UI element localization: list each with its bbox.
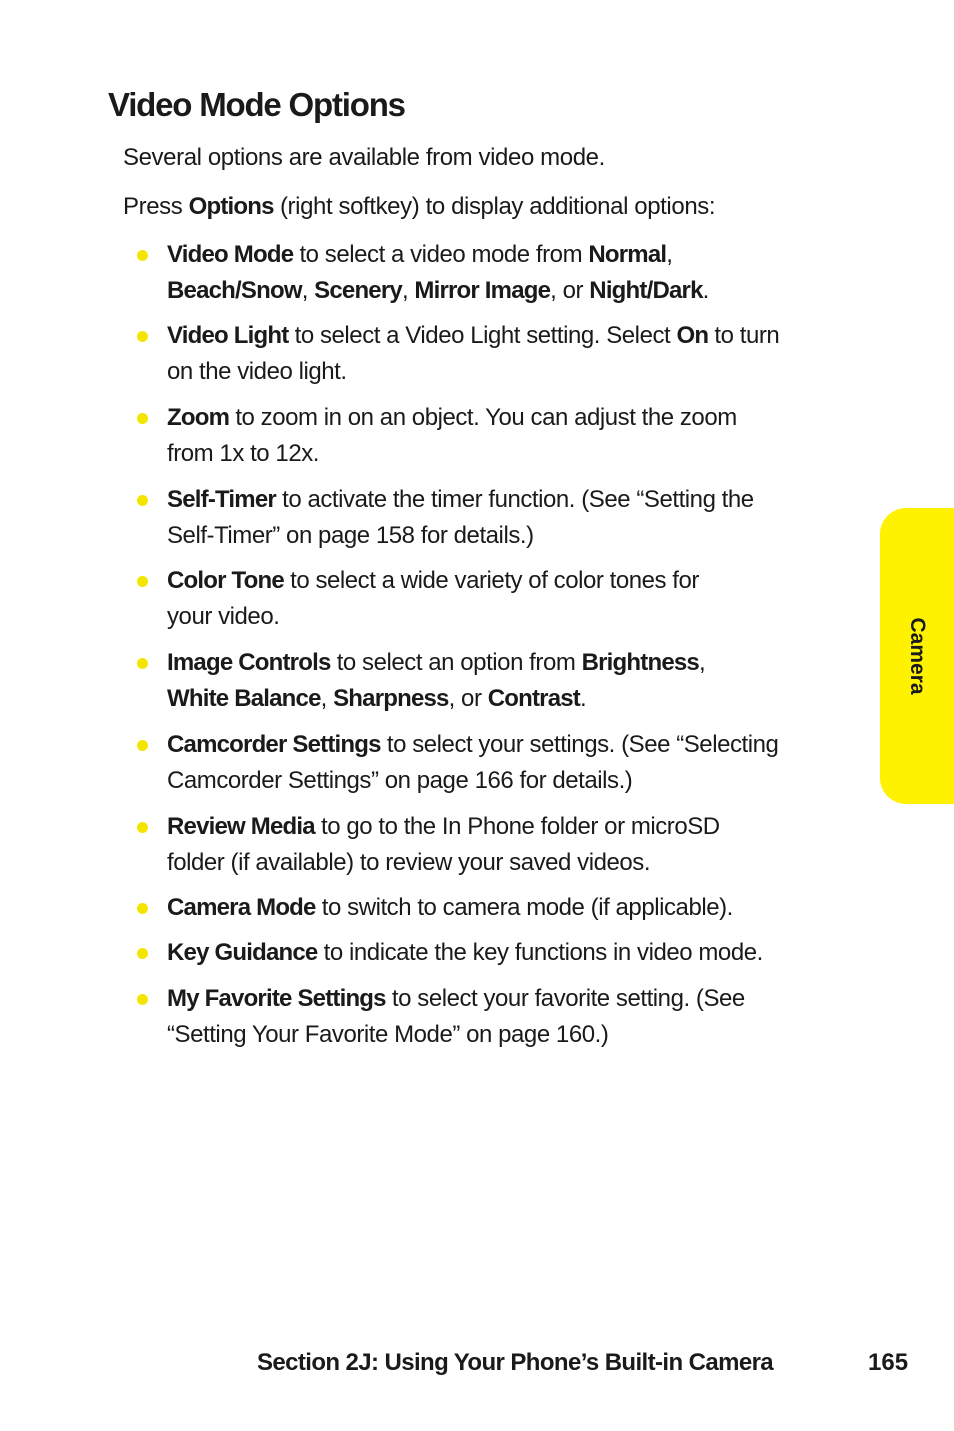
option-camcorder-settings — [167, 727, 867, 799]
option-self-timer — [167, 482, 867, 554]
footer-section-title: Section 2J: Using Your Phone’s Built-in Camera — [257, 1349, 774, 1376]
option-text: to select your settings. (See “Selecting — [380, 731, 779, 758]
option-text: Camcorder Settings” on page 166 for details.) — [167, 767, 633, 794]
option-text: “Setting Your Favorite Mode” on page 160.) — [167, 1021, 609, 1048]
separator: , — [320, 685, 334, 712]
bullet-dot — [137, 576, 148, 587]
bullet-dot — [137, 331, 148, 342]
option-text: to go to the In Phone folder or microSD — [314, 813, 720, 840]
option-image-controls — [167, 645, 867, 717]
option-term: Camera Mode — [167, 894, 316, 921]
option-term: Image Controls — [167, 649, 331, 676]
option-value: Brightness — [581, 649, 699, 676]
option-video-mode — [167, 237, 867, 309]
bullet-dot — [137, 948, 148, 959]
side-tab-label: Camera — [906, 617, 929, 695]
option-term: Color Tone — [167, 567, 284, 594]
option-camera-mode — [167, 890, 867, 926]
option-value: On — [676, 322, 709, 349]
option-text: to select a video mode from — [293, 241, 589, 268]
option-term: Video Mode — [167, 241, 294, 268]
option-text: to select your favorite setting. (See — [385, 985, 745, 1012]
option-text: folder (if available) to review your saved videos. — [167, 849, 651, 876]
separator: . — [702, 277, 709, 304]
bullet-dot — [137, 994, 148, 1005]
option-review-media — [167, 809, 867, 881]
option-text: Self-Timer” on page 158 for details.) — [167, 522, 534, 549]
option-term: Video Light — [167, 322, 289, 349]
separator: , or — [448, 685, 488, 712]
option-text: to select a wide variety of color tones for — [283, 567, 699, 594]
separator: , — [698, 649, 706, 676]
bullet-dot — [137, 658, 148, 669]
option-term: Key Guidance — [167, 939, 318, 966]
bullet-dot — [137, 740, 148, 751]
intro-text: Several options are available from video mode. — [123, 144, 605, 171]
option-color-tone — [167, 563, 867, 635]
option-term: Review Media — [167, 813, 315, 840]
option-text: on the video light. — [167, 358, 347, 385]
option-text: to select a Video Light setting. Select — [288, 322, 677, 349]
section-side-tab — [880, 508, 954, 804]
option-value: Normal — [588, 241, 667, 268]
option-value: Mirror Image — [414, 277, 551, 304]
bullet-dot — [137, 250, 148, 261]
option-term: My Favorite Settings — [167, 985, 386, 1012]
bullet-dot — [137, 822, 148, 833]
option-value: Scenery — [314, 277, 402, 304]
option-text: to activate the timer function. (See “Setting the — [275, 486, 754, 513]
option-my-favorite-settings — [167, 981, 867, 1053]
option-video-light — [167, 318, 867, 390]
bullet-dot — [137, 413, 148, 424]
page-title: Video Mode Options — [108, 86, 405, 123]
press-suffix: (right softkey) to display additional options: — [273, 193, 716, 220]
option-value: Night/Dark — [589, 277, 703, 304]
option-text: from 1x to 12x. — [167, 440, 319, 467]
option-term: Self-Timer — [167, 486, 276, 513]
option-term: Zoom — [167, 404, 230, 431]
separator: , — [666, 241, 673, 268]
separator: , — [401, 277, 415, 304]
option-text: to zoom in on an object. You can adjust the zoom — [229, 404, 737, 431]
bullet-dot — [137, 903, 148, 914]
bullet-dot — [137, 495, 148, 506]
option-text: to turn — [708, 322, 780, 349]
option-text: your video. — [167, 603, 280, 630]
option-text: to switch to camera mode (if applicable). — [315, 894, 733, 921]
option-text: to select an option from — [330, 649, 582, 676]
separator: , — [301, 277, 315, 304]
separator: . — [580, 685, 587, 712]
option-zoom — [167, 400, 867, 472]
press-options-text — [123, 193, 715, 221]
page-number: 165 — [868, 1349, 909, 1376]
press-prefix: Press — [123, 193, 189, 220]
option-value: Sharpness — [333, 685, 449, 712]
option-value: White Balance — [167, 685, 321, 712]
option-term: Camcorder Settings — [167, 731, 381, 758]
option-value: Beach/Snow — [167, 277, 302, 304]
options-key-label: Options — [188, 193, 274, 220]
option-key-guidance — [167, 935, 867, 971]
option-text: to indicate the key functions in video mode. — [317, 939, 763, 966]
option-value: Contrast — [487, 685, 580, 712]
separator: , or — [550, 277, 590, 304]
